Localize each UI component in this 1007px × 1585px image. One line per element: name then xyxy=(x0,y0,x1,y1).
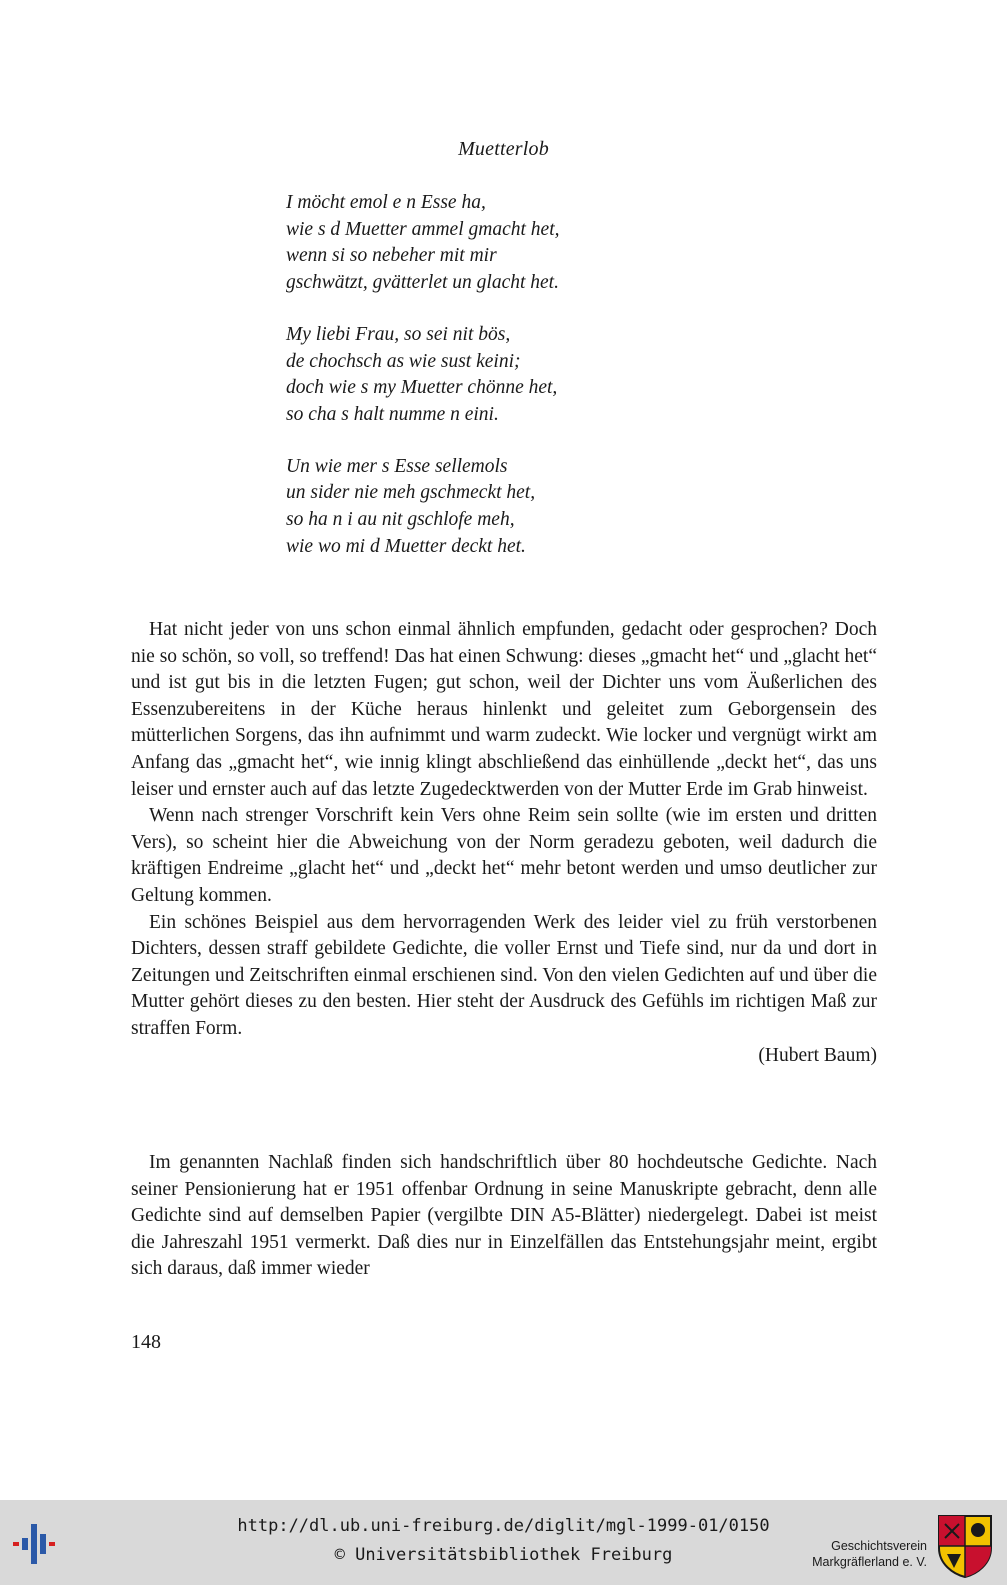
coat-of-arms-icon xyxy=(937,1514,993,1578)
verse-line: I möcht emol e n Esse ha, xyxy=(286,192,486,213)
poem xyxy=(286,190,806,585)
verse-line: un sider nie meh gschmeckt het, xyxy=(286,482,536,504)
society-line: Markgräflerland e. V. xyxy=(812,1555,927,1569)
society-line: Geschichtsverein xyxy=(831,1539,927,1553)
copyright-notice: © Universitätsbibliothek Freiburg xyxy=(334,1545,673,1565)
commentary xyxy=(131,617,877,1069)
verse-line: so ha n i au nit gschlofe meh, xyxy=(286,509,515,531)
footer-bar xyxy=(0,1500,1007,1585)
document-url-link[interactable]: http://dl.ub.uni-freiburg.de/diglit/mgl-1999-01/0150 xyxy=(237,1516,770,1536)
society-name xyxy=(812,1538,927,1570)
closing-text xyxy=(131,1150,877,1283)
paragraph: Hat nicht jeder von uns schon einmal ähnlich empfunden, gedacht oder gesprochen? Doch nie so schön, so voll, so treffend! Das hat einen Schwung: dieses „gmacht het“ und „glacht het“ und ist gut bis in die letzten Fugen; gut schon, weil der Dichter uns vom Äußerlichen des Essenzubereitens in der Küche heraus hinlenkt und geleitet zum Geborgensein des mütterlichen Sorgens, das ihn aufnimmt und warm zudeckt. Wie locker und vergnügt wirkt am Anfang das „gmacht het“, wie innig klingt abschließend das einhüllende „deckt het“, das uns leiser und ernster auch auf das letzte Zugedecktwerden von der Mutter Erde im Grab hinweist. xyxy=(131,619,877,800)
attribution: (Hubert Baum) xyxy=(758,1044,877,1066)
verse-line: Un wie mer s Esse sellemols xyxy=(286,455,508,477)
verse-line: so cha s halt numme n eini. xyxy=(286,403,499,425)
page-number: 148 xyxy=(131,1331,161,1353)
verse-line: wenn si so nebeher mit mir xyxy=(286,245,497,267)
paragraph: Wenn nach strenger Vorschrift kein Vers ohne Reim sein sollte (wie im ersten und dritten Vers), so scheint hier die Abweichung von der Norm geradezu geboten, weil dadurch die kräftigen Endreime „glacht het“ und „deckt het“ mehr betont werden und umso deutlicher zur Geltung kommen. xyxy=(131,805,877,906)
stanza xyxy=(286,190,806,297)
verse-line: doch wie s my Muetter chönne het, xyxy=(286,377,558,399)
stanza xyxy=(286,322,806,429)
poem-title: Muetterlob xyxy=(458,138,549,160)
verse-line: wie s d Muetter ammel gmacht het, xyxy=(286,218,560,240)
verse-line: de chochsch as wie sust keini; xyxy=(286,350,521,372)
stanza xyxy=(286,454,806,561)
verse-line: My liebi Frau, so sei nit bös, xyxy=(286,323,511,345)
paragraph: Im genannten Nachlaß finden sich handschriftlich über 80 hochdeutsche Gedichte. Nach seiner Pensionierung hat er 1951 offenbar Ordnung in seine Manuskripte gebracht, denn alle Gedichte sind auf demselben Papier (vergilbte DIN A5-Blätter) niedergelegt. Dabei ist meist die Jahreszahl 1951 vermerkt. Daß dies nur in Einzelfällen das Entstehungsjahr meint, ergibt sich daraus, daß immer wieder xyxy=(131,1152,877,1280)
paragraph: Ein schönes Beispiel aus dem hervorragenden Werk des leider viel zu früh verstorbenen Dichters, dessen straff gebildete Gedichte, die voller Ernst und Tiefe sind, nur da und dort in Zeitungen und Zeitschriften einmal erschienen sind. Von den vielen Gedichten auf und über die Mutter gehört dieses zu den besten. Hier steht der Ausdruck des Gefühls im richtigen Maß zur straffen Form. xyxy=(131,911,877,1039)
verse-line: gschwätzt, gvätterlet un glacht het. xyxy=(286,272,559,294)
verse-line: wie wo mi d Muetter deckt het. xyxy=(286,535,526,557)
